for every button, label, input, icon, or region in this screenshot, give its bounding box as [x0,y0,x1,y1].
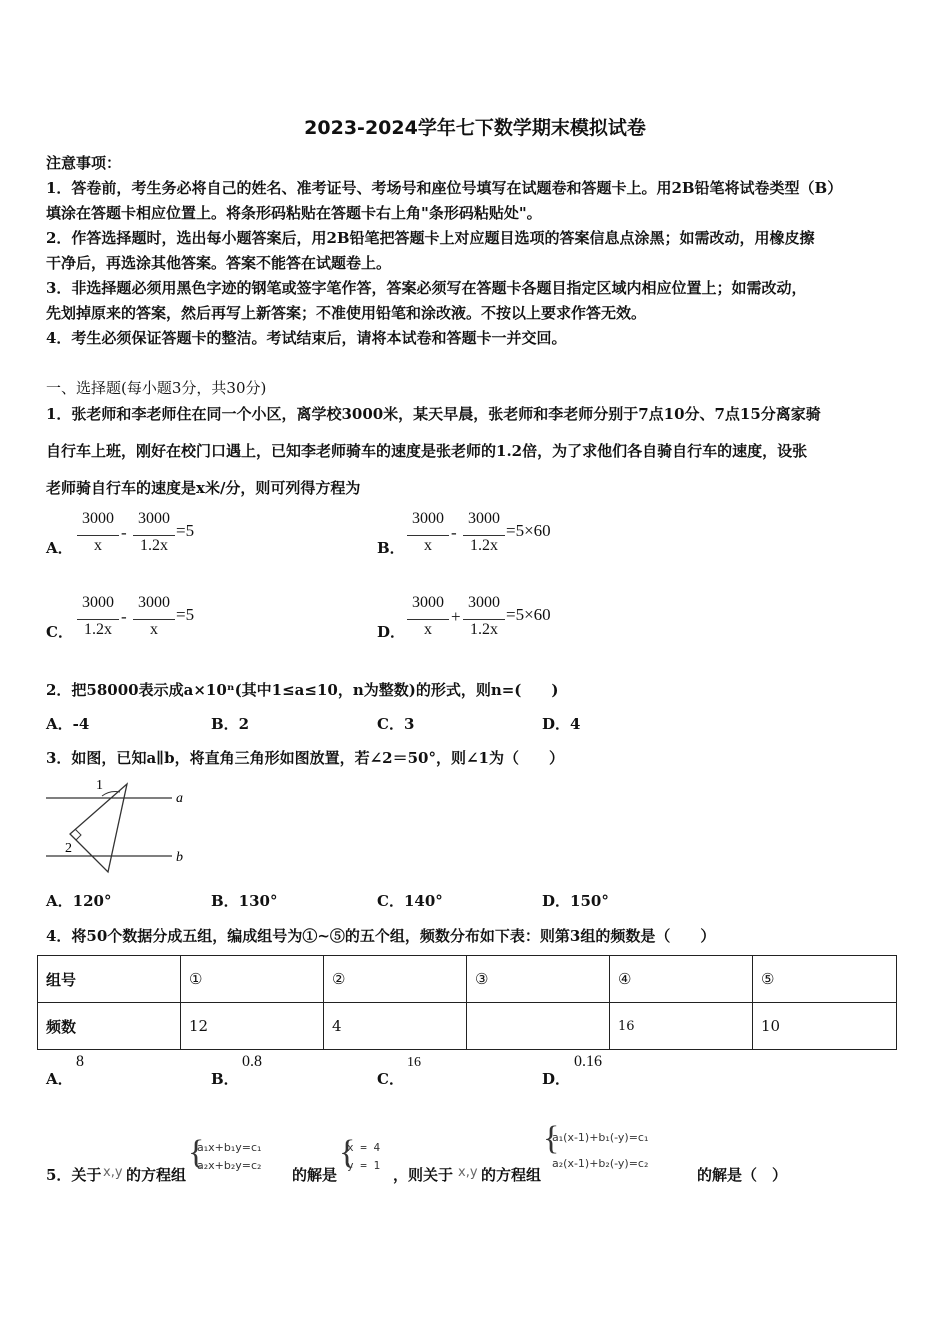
numerator: 3000 [412,510,444,527]
denominator: 1.2x [470,621,498,638]
q5-text: 的方程组 [126,1166,187,1184]
q3-option-d[interactable]: D．150° [542,892,609,910]
equation: a₂(x-1)+b₂(-y)=c₂ [552,1157,649,1170]
table-header-row [38,956,897,1003]
option-label: B． [377,539,405,557]
question-4-stem: 4．将50个数据分成五组，编成组号为①~⑤的五个组，频数分布如下表：则第3组的频数是（ ） [46,927,716,945]
equation-system [197,1139,261,1175]
notice-line: 3．非选择题必须用黑色字迹的钢笔或签字笔作答，答案必须写在答题卡各题目指定区域内相应位置上；如需改动， [46,279,807,297]
question-1-line: 1．张老师和李老师住在同一个小区，离学校3000米，某天早晨，张老师和李老师分别于7点10分、7点15分离家骑 [46,405,821,423]
equation: x = 4 [347,1141,381,1154]
denominator: x [94,537,102,554]
equation-rhs: =5 [176,521,195,540]
page-title: 2023-2024学年七下数学期末模拟试卷 [304,117,646,139]
notice-line: 2．作答选择题时，选出每小题答案后，用2B铅笔把答题卡上对应题目选项的答案信息点涂黑；如需改动，用橡皮擦 [46,229,815,247]
table-cell: 频数 [38,1003,181,1050]
numerator: 3000 [468,510,500,527]
q3-option-a[interactable]: A．120° [46,892,112,910]
table-cell: 4 [324,1003,467,1050]
equation-rhs: =5×60 [506,521,551,540]
question-3-stem: 3．如图，已知a∥b，将直角三角形如图放置，若∠2＝50°，则∠1为（ ） [46,749,564,767]
notice-line: 4．考生必须保证答题卡的整洁。考试结束后，请将本试卷和答题卡一并交回。 [46,329,567,347]
q5-text: 的解是（ ） [697,1166,788,1184]
table-cell: 12 [181,1003,324,1050]
table-cell: 16 [610,1003,753,1050]
numerator: 3000 [138,510,170,527]
equation-rhs: =5 [176,605,195,624]
operator: - [121,523,127,542]
option-value: 16 [407,1055,421,1070]
table-cell: ⑤ [753,956,897,1003]
numerator: 3000 [82,510,114,527]
q5-text: 的方程组 [481,1166,542,1184]
equation-rhs: =5×60 [506,605,551,624]
angle-2-label: 2 [65,841,72,856]
option-value: 0.16 [574,1053,602,1070]
equation: a₁(x-1)+b₁(-y)=c₁ [552,1131,649,1144]
table-cell: ③ [467,956,610,1003]
table-cell: 10 [753,1003,897,1050]
q5-variables: x,y [103,1165,123,1180]
q2-option-c[interactable]: C．3 [377,715,415,733]
line-a-label: a [176,791,183,806]
option-label: C． [46,623,73,641]
table-cell [467,1003,610,1050]
q3-option-b[interactable]: B．130° [211,892,278,910]
numerator: 3000 [138,594,170,611]
option-value: 0.8 [242,1053,262,1070]
denominator: 1.2x [470,537,498,554]
notice-line: 先划掉原来的答案，然后再写上新答案；不准使用铅笔和涂改液。不按以上要求作答无效。 [46,304,647,322]
table-cell: ② [324,956,467,1003]
system-brace: { [339,1134,356,1171]
angle-1-label: 1 [96,778,103,793]
q5-text: 的解是 [292,1166,338,1184]
q3-option-c[interactable]: C．140° [377,892,443,910]
denominator: 1.2x [140,537,168,554]
q5-text: ，则关于 [393,1166,454,1184]
notice-line: 1．答卷前，考生务必将自己的姓名、准考证号、考场号和座位号填写在试题卷和答题卡上。用2B铅笔将试卷类型（B） [46,179,843,197]
solution-system [347,1139,380,1175]
equation: y = 1 [347,1159,381,1172]
q2-option-b[interactable]: B．2 [211,715,250,733]
notice-line: 干净后，再选涂其他答案。答案不能答在试题卷上。 [46,254,392,272]
table-cell: 组号 [38,956,181,1003]
question-1-line: 老师骑自行车的速度是x米/分，则可列得方程为 [46,479,361,497]
table-row [38,1003,897,1050]
geometry-figure [40,772,200,877]
denominator: x [424,621,432,638]
equation: a₂x+b₂y=c₂ [197,1159,262,1172]
operator: - [121,607,127,626]
option-value: 8 [76,1053,84,1070]
denominator: x [424,537,432,554]
option-label: A． [46,539,73,557]
notice-heading: 注意事项： [46,154,122,172]
table-cell: ① [181,956,324,1003]
option-label: D． [377,623,406,641]
numerator: 3000 [82,594,114,611]
question-1-line: 自行车上班，刚好在校门口遇上，已知李老师骑车的速度是张老师的1.2倍，为了求他们各自骑自行车的速度，设张 [46,442,808,460]
frequency-table [37,955,897,1050]
q2-option-a[interactable]: A．-4 [46,715,90,733]
operator: - [451,523,457,542]
denominator: 1.2x [84,621,112,638]
q5-text: 5．关于 [46,1166,102,1184]
option-label: B． [211,1070,239,1088]
line-b-label: b [176,850,183,865]
numerator: 3000 [412,594,444,611]
q2-option-d[interactable]: D．4 [542,715,581,733]
notice-line: 填涂在答题卡相应位置上。将条形码粘贴在答题卡右上角"条形码粘贴处"。 [46,204,542,222]
question-2-stem: 2．把58000表示成a×10ⁿ(其中1≤a≤10，n为整数)的形式，则n=( ) [46,681,559,699]
option-label: D． [542,1070,571,1088]
table-cell: ④ [610,956,753,1003]
q5-variables: x,y [458,1165,478,1180]
equation-system [552,1125,648,1177]
system-brace: { [543,1120,560,1157]
option-label: C． [377,1070,404,1088]
system-brace: { [188,1134,205,1171]
numerator: 3000 [468,594,500,611]
section-heading: 一、选择题(每小题3分，共30分) [46,379,267,397]
option-label: A． [46,1070,73,1088]
equation: a₁x+b₁y=c₁ [197,1141,262,1154]
operator: + [451,607,461,626]
denominator: x [150,621,158,638]
